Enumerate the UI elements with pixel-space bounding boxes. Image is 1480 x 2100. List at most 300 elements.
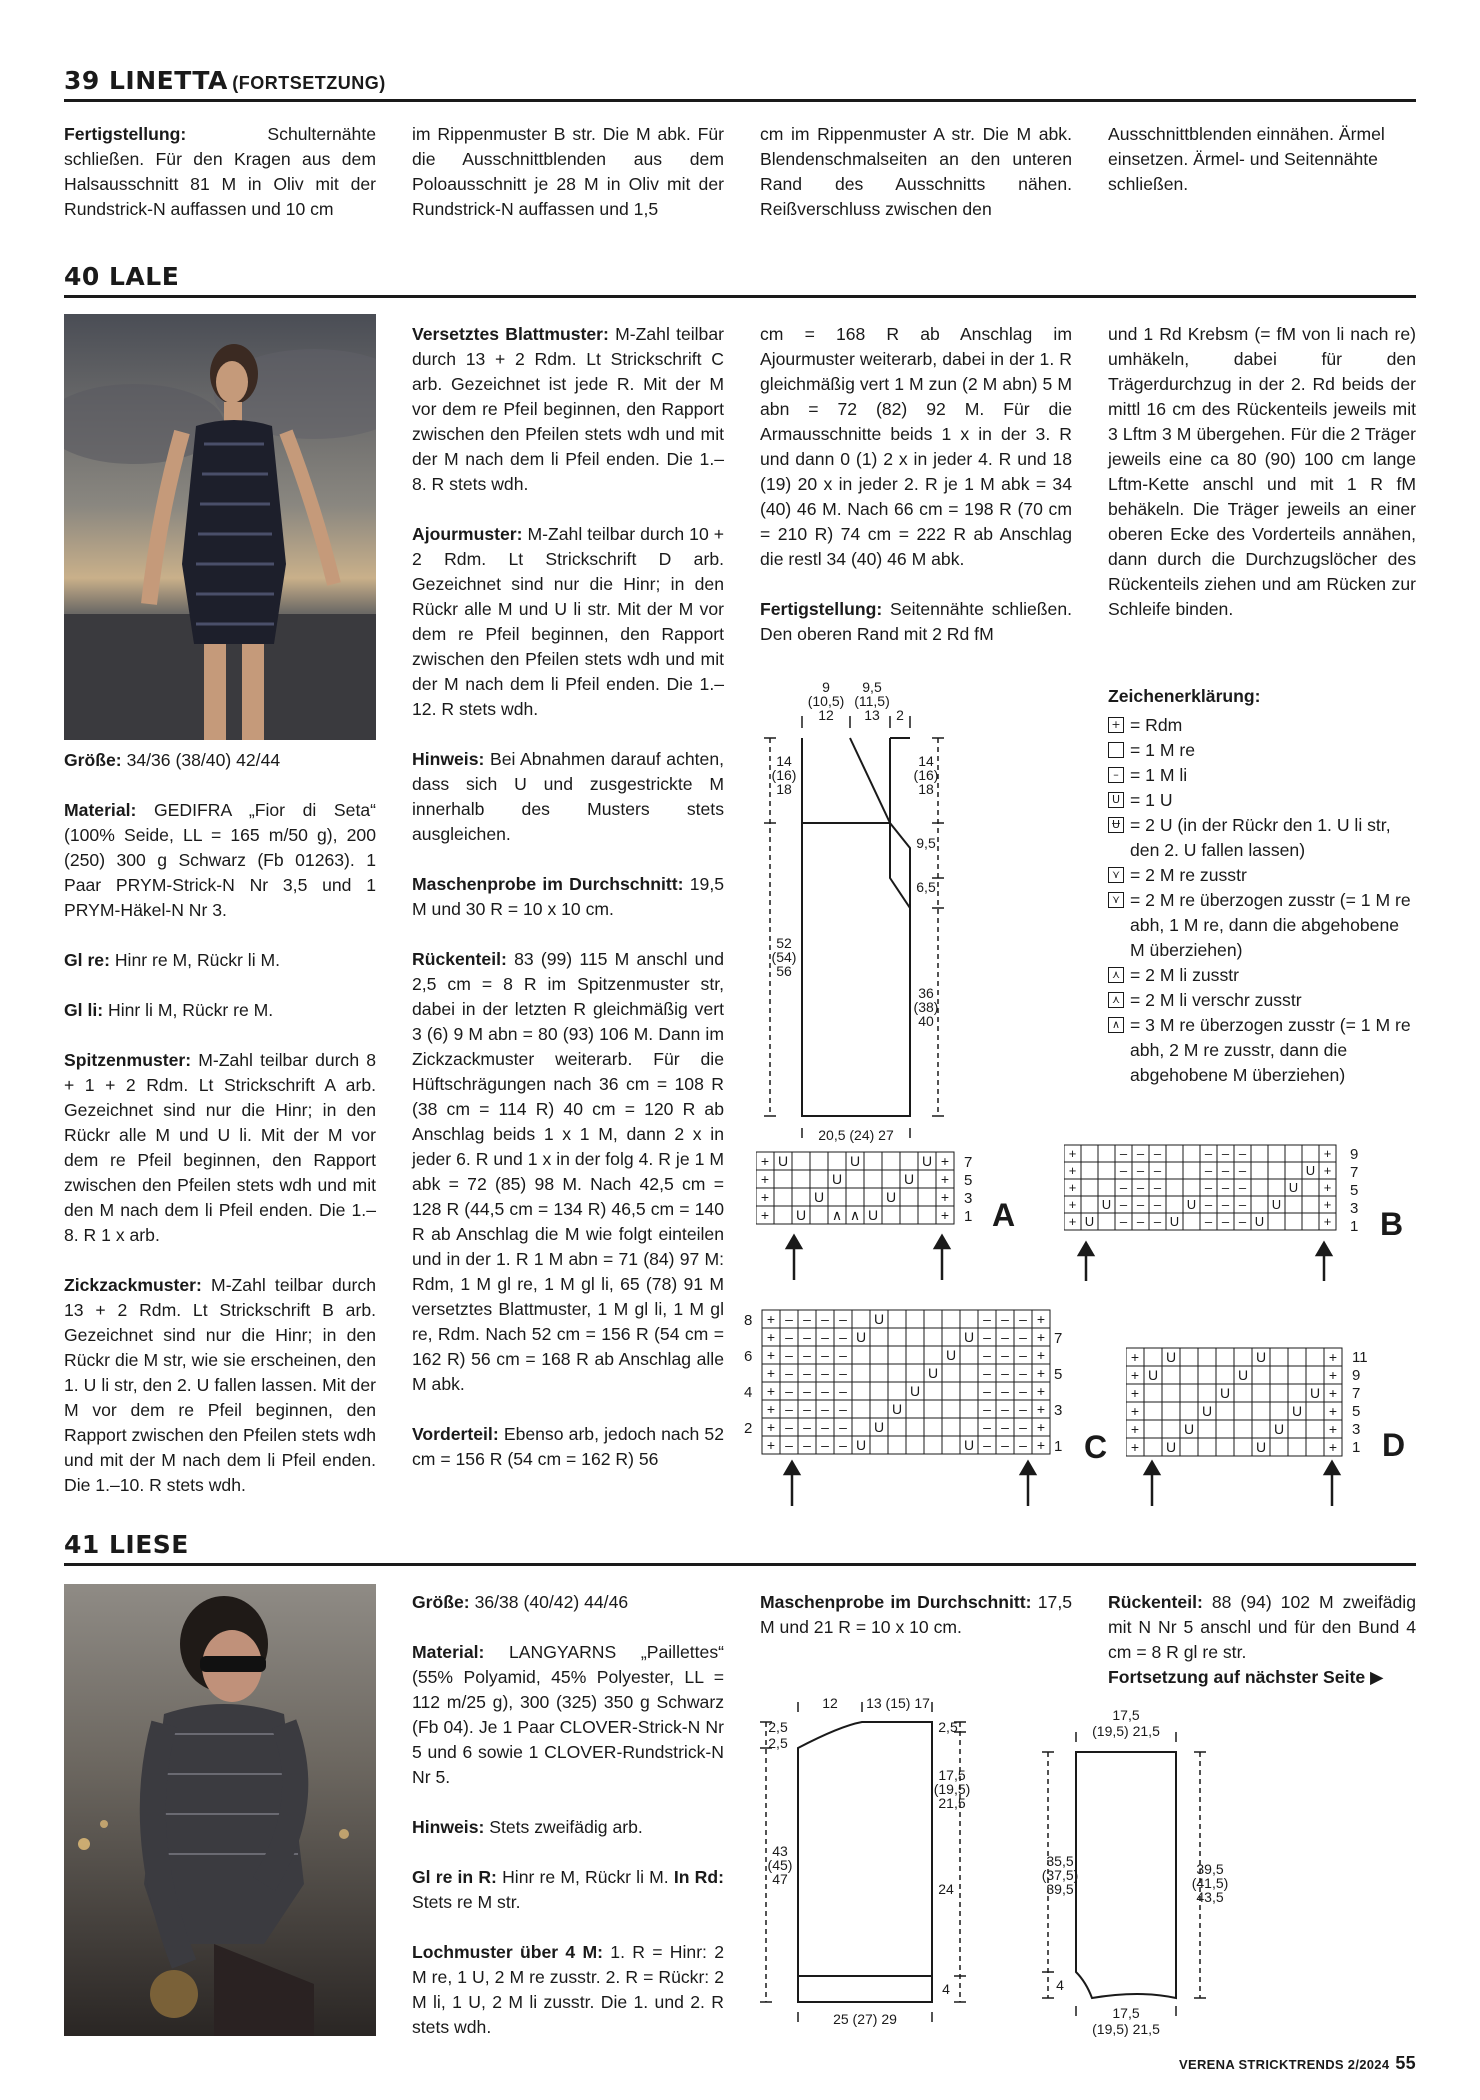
chart-c-row: 1 xyxy=(1054,1438,1063,1455)
section-header-41 xyxy=(64,1530,1416,1566)
dim-bottom: 17,5 xyxy=(1112,2005,1140,2021)
label: Maschenprobe im Durchschnitt: xyxy=(412,874,684,894)
chart-a-row: 5 xyxy=(964,1172,973,1189)
chart-cell-symbol: – xyxy=(1136,1197,1145,1212)
chart-cell xyxy=(960,1382,978,1400)
chart-cell-symbol: + xyxy=(1130,1439,1140,1455)
chart-cell xyxy=(906,1436,924,1454)
dim-top-a: 12 xyxy=(822,1695,838,1711)
label: Rückenteil: xyxy=(1108,1592,1203,1612)
chart-cell-symbol: – xyxy=(1001,1347,1009,1363)
chart-cell xyxy=(888,1310,906,1328)
chart-cell xyxy=(918,1170,936,1188)
sec40-column-2 xyxy=(412,322,724,1472)
chart-b xyxy=(1064,1143,1420,1283)
chart-cell xyxy=(852,1346,870,1364)
chart-cell xyxy=(1306,1420,1324,1438)
chart-cell-symbol: – xyxy=(1204,1197,1213,1212)
chart-cell xyxy=(888,1346,906,1364)
chart-cell xyxy=(924,1346,942,1364)
chart-cell-symbol: – xyxy=(983,1383,991,1399)
chart-cell-symbol: – xyxy=(1136,1146,1145,1161)
chart-cell-symbol: U xyxy=(855,1437,867,1453)
chart-cell xyxy=(1098,1213,1115,1230)
label: Zickzackmuster: xyxy=(64,1275,202,1295)
chart-cell xyxy=(906,1400,924,1418)
chart-cell-symbol: – xyxy=(983,1329,991,1345)
chart-cell xyxy=(942,1400,960,1418)
chart-cell xyxy=(1234,1402,1252,1420)
legend-item xyxy=(1108,863,1416,888)
chart-cell xyxy=(1081,1145,1098,1162)
dim-left-upper-sub2: 18 xyxy=(776,781,792,797)
legend-text: = 2 M li verschr zusstr xyxy=(1130,990,1302,1010)
legend-list xyxy=(1108,713,1416,1088)
chart-cell xyxy=(1198,1366,1216,1384)
text: 36/38 (40/42) 44/46 xyxy=(474,1592,629,1612)
chart-cell-symbol: + xyxy=(1036,1311,1046,1327)
chart-cell-symbol: – xyxy=(1238,1146,1247,1161)
chart-cell xyxy=(792,1188,810,1206)
chart-cell xyxy=(900,1152,918,1170)
label: Versetztes Blattmuster: xyxy=(412,324,609,344)
text: Hinr re M, Rückr li M. xyxy=(114,950,281,970)
yarn-over-symbol: U xyxy=(1108,792,1124,808)
section-title: 39 LINETTA xyxy=(64,66,228,95)
chart-cell xyxy=(960,1400,978,1418)
chart-cell-symbol: – xyxy=(983,1347,991,1363)
legend-item xyxy=(1108,788,1416,813)
dim-left: 35,5 xyxy=(1046,1853,1074,1869)
chart-c-label: C xyxy=(1084,1429,1108,1465)
chart-cell-symbol: – xyxy=(785,1365,793,1381)
label: Gl re: xyxy=(64,950,110,970)
chart-cell xyxy=(1198,1348,1216,1366)
chart-cell-symbol: – xyxy=(1001,1365,1009,1381)
chart-cell xyxy=(1098,1162,1115,1179)
chart-cell xyxy=(828,1188,846,1206)
chart-b-row: 5 xyxy=(1350,1182,1359,1199)
chart-cell xyxy=(774,1170,792,1188)
chart-cell-symbol: U xyxy=(1147,1367,1159,1383)
chart-cell xyxy=(846,1188,864,1206)
chart-cell xyxy=(888,1436,906,1454)
chart-c-row: 2 xyxy=(744,1420,753,1437)
dim-left-big: 43 xyxy=(772,1843,788,1859)
edge-stitch-symbol: + xyxy=(1108,717,1124,733)
chart-cell xyxy=(900,1188,918,1206)
legend-item xyxy=(1108,988,1416,1013)
chart-cell-symbol: – xyxy=(803,1419,811,1435)
chart-cell-symbol: + xyxy=(1323,1146,1332,1161)
liese-model-photo xyxy=(64,1584,376,2036)
chart-cell-symbol: U xyxy=(963,1329,975,1345)
chart-b-row: 3 xyxy=(1350,1200,1359,1217)
section-title: 41 LIESE xyxy=(64,1530,189,1559)
legend-text: = 2 M re zusstr xyxy=(1130,865,1247,885)
chart-cell-symbol: – xyxy=(1001,1401,1009,1417)
text: im Rippenmuster B str. Die M abk. Für die Ausschnittblenden aus dem Poloausschnitt je 28 M in Oliv mit der Rundstrick-N auffassen und 1,5 xyxy=(412,124,724,219)
chart-cell-symbol: – xyxy=(1221,1146,1230,1161)
chart-cell-symbol: – xyxy=(1019,1347,1027,1363)
text: M-Zahl teilbar durch 8 + 1 + 2 Rdm. Lt Strickschrift A arb. Gezeichnet sind nur die Hinr; in den Rückr alle M und U li. Mit der M vor dem re Pfeil beginnen, den Rapport zwischen den Pfeilen stets wdh und mit den M nach dem li Pfeil enden. Die 1.–8. R 1 x arb. xyxy=(64,1050,377,1245)
chart-c-row: 6 xyxy=(744,1348,753,1365)
chart-cell xyxy=(888,1382,906,1400)
chart-cell-symbol: + xyxy=(1130,1349,1140,1365)
chart-cell-symbol: – xyxy=(1119,1163,1128,1178)
magazine-name: VERENA STRICKTRENDS 2/2024 xyxy=(1179,2057,1390,2072)
chart-c-row: 8 xyxy=(744,1312,753,1329)
chart-cell xyxy=(924,1310,942,1328)
chart-cell-symbol: U xyxy=(963,1437,975,1453)
label: Vorderteil: xyxy=(412,1424,499,1444)
label: Fertigstellung: xyxy=(760,599,883,619)
dim-right-bottom: 4 xyxy=(942,1981,950,1997)
chart-cell xyxy=(870,1436,888,1454)
chart-cell xyxy=(1183,1213,1200,1230)
dim-left-b: 2,5 xyxy=(768,1735,788,1751)
chart-cell-symbol: + xyxy=(760,1171,770,1187)
chart-cell xyxy=(852,1310,870,1328)
chart-cell xyxy=(870,1400,888,1418)
chart-cell xyxy=(1288,1366,1306,1384)
dim-top2: (19,5) 21,5 xyxy=(1092,1723,1160,1739)
chart-cell-symbol: – xyxy=(1238,1163,1247,1178)
chart-cell xyxy=(828,1152,846,1170)
chart-cell xyxy=(792,1152,810,1170)
chart-cell-symbol: – xyxy=(803,1383,811,1399)
chart-cell-symbol: – xyxy=(1019,1437,1027,1453)
chart-cell xyxy=(1268,1213,1285,1230)
skp-symbol: ⋎ xyxy=(1108,892,1124,908)
chart-cell xyxy=(1198,1420,1216,1438)
chart-cell xyxy=(1288,1384,1306,1402)
chart-cell xyxy=(1183,1145,1200,1162)
legend-text: = 3 M re überzogen zusstr (= 1 M re abh, 2 M re zusstr, dann die abgehobene M überziehen) xyxy=(1130,1015,1411,1085)
chart-cell-symbol: U xyxy=(1169,1214,1180,1229)
text: M-Zahl teilbar durch 10 + 2 Rdm. Lt Strickschrift D arb. Gezeichnet sind nur die Hinr; in den Rückr alle M und U li str. Mit der M vor dem re Pfeil beginnen, den Rapport zwischen den Pfeilen stets wdh und mit der M nach dem li Pfeil enden. Die 1.–12. R stets wdh. xyxy=(412,524,724,719)
chart-cell-symbol: + xyxy=(1328,1439,1338,1455)
dim-right3: 43,5 xyxy=(1196,1889,1224,1905)
chart-cell xyxy=(924,1400,942,1418)
chart-cell xyxy=(1252,1366,1270,1384)
chart-cell xyxy=(1198,1438,1216,1456)
chart-cell xyxy=(1285,1162,1302,1179)
chart-cell-symbol: – xyxy=(803,1401,811,1417)
chart-cell-symbol: – xyxy=(1221,1197,1230,1212)
chart-cell-symbol: – xyxy=(983,1419,991,1435)
chart-cell-symbol: – xyxy=(839,1401,847,1417)
chart-cell xyxy=(918,1188,936,1206)
lale-model-photo xyxy=(64,314,376,740)
chart-b-label: B xyxy=(1380,1206,1404,1242)
chart-cell xyxy=(1162,1366,1180,1384)
chart-cell xyxy=(906,1364,924,1382)
sec39-column-2 xyxy=(412,122,724,222)
chart-cell-symbol: ∧ xyxy=(849,1207,861,1223)
label: Hinweis: xyxy=(412,749,485,769)
chart-cell-symbol: – xyxy=(1019,1401,1027,1417)
chart-cell xyxy=(1183,1162,1200,1179)
chart-cell-symbol: + xyxy=(1323,1180,1332,1195)
chart-cell xyxy=(810,1170,828,1188)
chart-cell xyxy=(1268,1145,1285,1162)
chart-c-row: 5 xyxy=(1054,1366,1063,1383)
dim-left-bottom: 4 xyxy=(1056,1977,1064,1993)
chart-cell-symbol: + xyxy=(1036,1419,1046,1435)
chart-cell-symbol: U xyxy=(1271,1197,1282,1212)
stitch-legend xyxy=(1108,686,1416,1088)
dim-left-big2: (45) xyxy=(767,1857,793,1873)
chart-cell xyxy=(1081,1179,1098,1196)
chart-cell-symbol: – xyxy=(1204,1180,1213,1195)
chart-cell-symbol: – xyxy=(821,1419,829,1435)
chart-cell-symbol: + xyxy=(1328,1403,1338,1419)
text: Seitennähte schließen. Den oberen Rand mit 2 Rd fM xyxy=(760,599,1072,644)
chart-cell xyxy=(792,1170,810,1188)
chart-cell-symbol: – xyxy=(1238,1197,1247,1212)
chart-cell-symbol: – xyxy=(785,1311,793,1327)
text: 83 (99) 115 M anschl und 2,5 cm = 8 R im Spitzenmuster str, dabei in der letzten R gleichmäßig vert 3 (6) 9 M abn = 80 (93) 106 M. Dann im Zickzackmuster weiterarb. Für die Hüftschrägungen nach 36 cm = 108 R (38 cm = 114 R) 40 cm = 120 R ab Anschlag beids 1 x 1 M, dann 2 x in jeder 6. R und 1 x in der folg 4. R je 1 M abk = 72 (85) 98 M. Nach 42,5 cm = 128 R (44,5 cm = 134 R) 46,5 cm = 140 R ab Anschlag die M wie folgt einteilen und in der 1. R 1 M abn = 71 (84) 97 M: Rdm, 1 M gl re, 1 M gl li, 65 (78) 91 M versetztes Blattmuster, 1 M gl li, 1 M gl re, Rdm. Nach 52 cm = 156 R (54 cm = 162 R) 56 cm = 168 R ab Anschlag alle M abk. xyxy=(412,949,724,1394)
chart-cell xyxy=(810,1152,828,1170)
chart-cell-symbol: U xyxy=(1255,1439,1267,1455)
text: Stets re M str. xyxy=(412,1892,521,1912)
text: Schulternähte schließen. Für den Kragen aus dem Halsausschnitt 81 M in Oliv mit der Rundstrick-N auffassen und 10 cm xyxy=(64,124,376,219)
text: GEDIFRA „Fior di Seta“ (100% Seide, LL = 165 m/50 g), 200 (250) 300 g Schwarz (Fb 01263). 1 Paar PRYM-Strick-N Nr 3,5 und 1 PRYM-Häkel-N Nr 3. xyxy=(64,800,376,920)
chart-a-row: 3 xyxy=(964,1190,973,1207)
chart-cell xyxy=(1288,1348,1306,1366)
dim-top-left: 9 xyxy=(822,679,830,695)
chart-cell xyxy=(864,1152,882,1170)
chart-cell-symbol: U xyxy=(1186,1197,1197,1212)
legend-text: = 2 M re überzogen zusstr (= 1 M re abh, 1 M re, dann die abgehobene M überziehen) xyxy=(1130,890,1411,960)
chart-cell xyxy=(852,1364,870,1382)
legend-text: = Rdm xyxy=(1130,715,1183,735)
legend-item xyxy=(1108,813,1416,863)
chart-cell-symbol: + xyxy=(1068,1163,1077,1178)
chart-cell xyxy=(1162,1402,1180,1420)
chart-cell-symbol: + xyxy=(1068,1180,1077,1195)
chart-cell-symbol: – xyxy=(983,1401,991,1417)
chart-d-row: 1 xyxy=(1352,1439,1361,1456)
label: Gl li: xyxy=(64,1000,104,1020)
chart-cell-symbol: – xyxy=(821,1311,829,1327)
chart-cell xyxy=(942,1418,960,1436)
legend-item xyxy=(1108,963,1416,988)
chart-cell xyxy=(1288,1438,1306,1456)
chart-cell-symbol: + xyxy=(940,1171,950,1187)
chart-cell-symbol: U xyxy=(1273,1421,1285,1437)
label: Gl re in R: xyxy=(412,1867,497,1887)
chart-cell-symbol: – xyxy=(1001,1419,1009,1435)
chart-cell-symbol: – xyxy=(821,1383,829,1399)
chart-cell-symbol: – xyxy=(1238,1180,1247,1195)
chart-c-row: 3 xyxy=(1054,1402,1063,1419)
chart-cell xyxy=(1166,1179,1183,1196)
page-footer xyxy=(1179,2053,1416,2074)
chart-cell xyxy=(1234,1384,1252,1402)
chart-b-row: 7 xyxy=(1350,1164,1359,1181)
legend-item xyxy=(1108,763,1416,788)
chart-d xyxy=(1126,1346,1426,1510)
text: cm = 168 R ab Anschlag im Ajourmuster weiterarb, dabei in der 1. R gleichmäßig vert 1 M zun (2 M abn) 5 M abn = 72 (82) 92 M. Für die Armausschnitte beids 1 x in der 3. R und dann 0 (1) 2 x in jeder 4. R und 18 (19) 20 x in jeder 2. R je 1 M abk = 34 (40) 46 M. Nach 66 cm = 198 R (70 cm = 210 R) 74 cm = 222 R ab Anschlag die restl 34 (40) 46 M abk. xyxy=(760,324,1072,569)
chart-cell-symbol: – xyxy=(1153,1214,1162,1229)
chart-cell xyxy=(960,1310,978,1328)
chart-cell-symbol: – xyxy=(1001,1437,1009,1453)
chart-cell-symbol: + xyxy=(766,1311,776,1327)
chart-cell xyxy=(906,1328,924,1346)
text: M-Zahl teilbar durch 13 + 2 Rdm. Lt Strickschrift B arb. Gezeichnet sind nur die Hinr; in den Rückr die M str, wie sie erscheinen, den 1. U li str, den 2. U fallen lassen. Mit der M vor dem re Pfeil beginnen, den Rapport zwischen den Pfeilen stets wdh und mit der M nach dem li Pfeil enden. Die 1.–10. R stets wdh. xyxy=(64,1275,377,1495)
chart-cell-symbol: U xyxy=(903,1171,915,1187)
text: Ausschnittblenden einnähen. Ärmel einsetzen. Ärmel- und Seitennähte schließen. xyxy=(1108,124,1385,194)
chart-cell xyxy=(870,1346,888,1364)
text: Ebenso arb, jedoch nach 52 cm = 156 R (54 cm = 162 R) 56 xyxy=(412,1424,724,1469)
chart-cell xyxy=(1216,1438,1234,1456)
chart-cell xyxy=(924,1436,942,1454)
chart-cell xyxy=(1302,1213,1319,1230)
chart-cell-symbol: + xyxy=(1130,1367,1140,1383)
chart-cell-symbol: – xyxy=(785,1401,793,1417)
chart-cell xyxy=(1285,1196,1302,1213)
chart-cell xyxy=(1144,1402,1162,1420)
chart-cell xyxy=(1098,1179,1115,1196)
dim-top-b: 13 (15) 17 xyxy=(866,1695,930,1711)
chart-cell-symbol: – xyxy=(1238,1214,1247,1229)
chart-cell xyxy=(1144,1348,1162,1366)
chart-cell xyxy=(1234,1348,1252,1366)
chart-cell-symbol: + xyxy=(760,1153,770,1169)
chart-cell xyxy=(1216,1348,1234,1366)
chart-cell-symbol: – xyxy=(785,1329,793,1345)
chart-cell-symbol: – xyxy=(1221,1180,1230,1195)
chart-cell-symbol: U xyxy=(1291,1403,1303,1419)
chart-cell xyxy=(918,1206,936,1224)
dim-right-b: 6,5 xyxy=(916,879,936,895)
chart-cell-symbol: + xyxy=(1328,1349,1338,1365)
chart-cell-symbol: – xyxy=(1019,1383,1027,1399)
chart-cell-symbol: + xyxy=(1328,1385,1338,1401)
chart-cell-symbol: + xyxy=(766,1437,776,1453)
chart-cell-symbol: + xyxy=(1068,1214,1077,1229)
chart-cell xyxy=(942,1436,960,1454)
chart-cell-symbol: – xyxy=(1019,1365,1027,1381)
chart-cell xyxy=(1251,1162,1268,1179)
chart-a-row: 7 xyxy=(964,1154,973,1171)
chart-cell xyxy=(864,1170,882,1188)
dim-top-mid-sub2: 13 xyxy=(864,707,880,723)
chart-cell xyxy=(1198,1384,1216,1402)
chart-cell xyxy=(924,1418,942,1436)
chart-cell xyxy=(1216,1420,1234,1438)
chart-cell xyxy=(942,1382,960,1400)
chart-cell xyxy=(1183,1179,1200,1196)
label: Spitzenmuster: xyxy=(64,1050,192,1070)
chart-cell xyxy=(1216,1402,1234,1420)
beach-sunset-photo xyxy=(64,314,376,740)
chart-cell xyxy=(1268,1162,1285,1179)
text: cm im Rippenmuster A str. Die M abk. Blendenschmalseiten an den unteren Rand des Ausschnitts nähen. Reißverschluss zwischen den xyxy=(760,124,1072,219)
chart-cell-symbol: – xyxy=(1153,1180,1162,1195)
chart-cell-symbol: U xyxy=(885,1189,897,1205)
text: 34/36 (38/40) 42/44 xyxy=(126,750,281,770)
text: 1. R = Hinr: 2 M re, 1 U, 2 M re zusstr. 2. R = Rückr: 2 M li, 1 U, 2 M li zusstr. Die 1. und 2. R stets wdh. xyxy=(412,1942,725,2037)
chart-cell-symbol: + xyxy=(1130,1421,1140,1437)
chart-cell xyxy=(1180,1384,1198,1402)
sec39-column-3 xyxy=(760,122,1072,222)
chart-cell xyxy=(1285,1145,1302,1162)
chart-cell xyxy=(1270,1348,1288,1366)
text: 19,5 M und 30 R = 10 x 10 cm. xyxy=(412,874,724,919)
chart-cell-symbol: U xyxy=(873,1419,885,1435)
chart-cell xyxy=(882,1170,900,1188)
chart-d-row: 5 xyxy=(1352,1403,1361,1420)
chart-cell xyxy=(1306,1366,1324,1384)
chart-cell xyxy=(906,1418,924,1436)
chart-cell xyxy=(1285,1213,1302,1230)
chart-cell-symbol: – xyxy=(1019,1329,1027,1345)
sec40-column-3 xyxy=(760,322,1072,647)
chart-cell xyxy=(888,1418,906,1436)
chart-cell-symbol: – xyxy=(821,1329,829,1345)
chart-cell xyxy=(846,1170,864,1188)
chart-cell xyxy=(1234,1438,1252,1456)
chart-cell-symbol: + xyxy=(766,1365,776,1381)
dim-top: 17,5 xyxy=(1112,1707,1140,1723)
chart-cell-symbol: U xyxy=(1237,1367,1249,1383)
dim-left-lower-sub: (54) xyxy=(771,949,797,965)
chart-cell-symbol: U xyxy=(909,1383,921,1399)
chart-cell-symbol: + xyxy=(1323,1197,1332,1212)
p2tog-symbol: ⋏ xyxy=(1108,967,1124,983)
chart-d-row: 9 xyxy=(1352,1367,1361,1384)
chart-cell xyxy=(870,1364,888,1382)
chart-cell-symbol: – xyxy=(803,1437,811,1453)
chart-b-row: 9 xyxy=(1350,1146,1359,1163)
dim-right-mid2: (19,5) xyxy=(933,1781,971,1797)
chart-cell-symbol: – xyxy=(785,1383,793,1399)
chart-cell xyxy=(906,1310,924,1328)
dim-left2: (37,5) xyxy=(1041,1867,1079,1883)
dim-top-left-sub2: 12 xyxy=(818,707,834,723)
chart-cell-symbol: – xyxy=(1221,1163,1230,1178)
chart-cell-symbol: U xyxy=(867,1207,879,1223)
chart-cell-symbol: – xyxy=(1221,1214,1230,1229)
label: Material: xyxy=(412,1642,485,1662)
page-number: 55 xyxy=(1395,2053,1416,2073)
text: und 1 Rd Krebsm (= fM von li nach re) umhäkeln, dabei für den Trägerdurchzug in der 2. Rd beids der mittl 16 cm des Rückenteils jeweils mit 3 Lftm 3 M übergehen. Für die 2 Träger jeweils eine ca 80 (90) 100 cm lange Lftm-Kette anschl und mit 1 R fM behäkeln. Die Träger jeweils an einer oberen Ecke des Vorderteils annähen, dann durch die Durchzugslöcher des Rückenteils ziehen und am Rücken zur Schleife binden. xyxy=(1108,324,1416,619)
chart-cell-symbol: + xyxy=(940,1153,950,1169)
chart-cell xyxy=(1162,1384,1180,1402)
chart-cell-symbol: – xyxy=(839,1311,847,1327)
chart-cell-symbol: U xyxy=(1165,1439,1177,1455)
label: Rückenteil: xyxy=(412,949,507,969)
chart-cell-symbol: + xyxy=(940,1189,950,1205)
dim-right: 39,5 xyxy=(1196,1861,1224,1877)
chart-cell xyxy=(1302,1196,1319,1213)
dim-left-lower-sub2: 56 xyxy=(776,963,792,979)
text: Bei Abnahmen darauf achten, dass sich U und zusgestrickte M innerhalb des Musters stets ausgleichen. xyxy=(412,749,724,844)
chart-cell-symbol: – xyxy=(1019,1419,1027,1435)
liese-front-schematic xyxy=(760,1686,980,2040)
label: Größe: xyxy=(64,750,122,770)
chart-cell xyxy=(960,1418,978,1436)
chart-cell xyxy=(1306,1438,1324,1456)
chart-cell-symbol: – xyxy=(1153,1163,1162,1178)
chart-cell xyxy=(1144,1384,1162,1402)
chart-cell-symbol: + xyxy=(1130,1403,1140,1419)
section-title: 40 LALE xyxy=(64,262,180,291)
chart-cell xyxy=(852,1400,870,1418)
